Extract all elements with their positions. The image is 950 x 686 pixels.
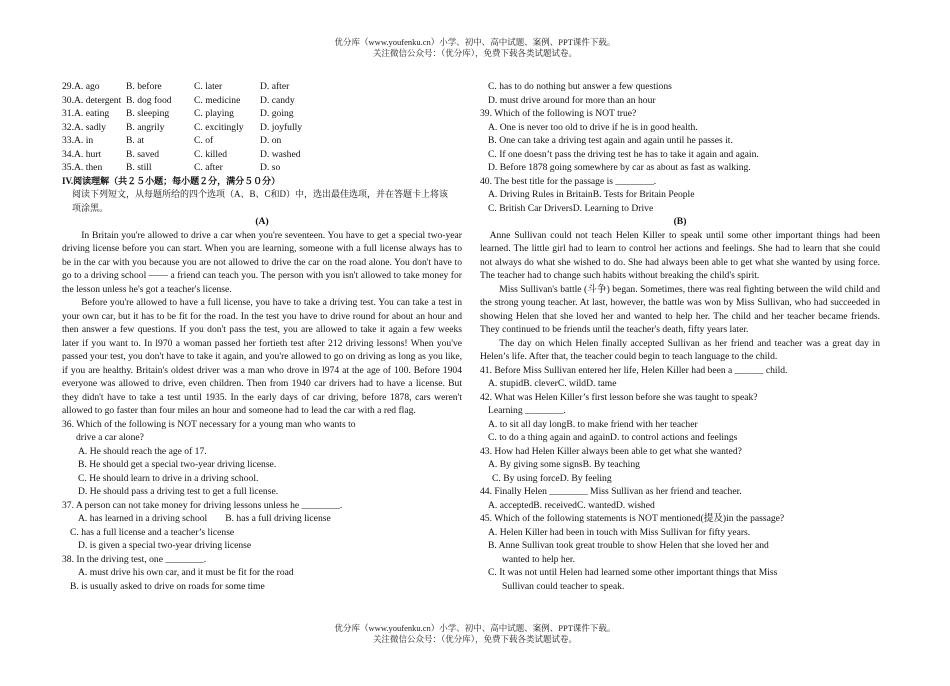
question-42: 42. What was Helen Killer’s first lesson before she was taught to speak? bbox=[480, 391, 758, 403]
option-b: B. One can take a driving test again and again until he passes it. bbox=[488, 135, 733, 146]
option-b: B. Tests for Britain People bbox=[592, 189, 695, 200]
option-a: A. Driving Rules in Britain bbox=[488, 189, 593, 200]
option: 34.A. hurt bbox=[62, 148, 102, 160]
option: C. later bbox=[194, 81, 223, 92]
option-d: D. Before 1878 going somewhere by car as about as fast as walking. bbox=[488, 162, 751, 173]
option: C. killed bbox=[194, 148, 228, 160]
passage-a-paragraph: In Britain you're allowed to drive a car when you're seventeen. You have to get a special two-year driving license before you can start. When you are learning, someone with a full license always has to be in the car with you because you are not allowed to drive the car on the road alone. You don't have to go to a driving school —— a friend can teach you. The person with you isn't allowed to take money for the lesson unless he's got a teacher's license. bbox=[62, 229, 462, 295]
option-a: A. One is never too old to drive if he is in good health. bbox=[488, 121, 698, 133]
option: D. on bbox=[260, 135, 282, 146]
option: 31.A. eating bbox=[62, 108, 110, 119]
question-36-cont: drive a car alone? bbox=[76, 432, 144, 443]
option-c: C. to do a thing again and again bbox=[488, 432, 611, 443]
option-a: A. By giving some signs bbox=[488, 459, 583, 470]
option-b: B. received bbox=[533, 499, 577, 511]
option: B. angrily bbox=[126, 121, 165, 133]
cloze-row bbox=[62, 148, 462, 162]
cloze-row bbox=[62, 94, 462, 108]
option-d: D. to control actions and feelings bbox=[610, 432, 738, 443]
option-d: D. tame bbox=[586, 378, 617, 389]
option-c: C. has to do nothing but answer a few questions bbox=[488, 81, 672, 92]
option-c: C. He should learn to drive in a driving school. bbox=[78, 472, 259, 484]
question-43-options-ab bbox=[480, 458, 880, 472]
option-a: A. stupid bbox=[488, 378, 524, 389]
option-a: A. Helen Killer had been in touch with Miss Sullivan for fifty years. bbox=[488, 526, 751, 538]
option-a: A. has learned in a driving school bbox=[78, 513, 208, 524]
option: 30.A. detergent bbox=[62, 94, 122, 106]
option: D. after bbox=[260, 81, 290, 92]
question-41: 41. Before Miss Sullivan entered her life, Helen Killer had been a ______ child. bbox=[480, 364, 788, 376]
passage-b-paragraph: The day on which Helen finally accepted Sullivan as her friend and teacher was a great day in Helen’s life. After that, the teacher could begin to teach language to the child. bbox=[480, 337, 880, 362]
left-column bbox=[62, 80, 462, 593]
section-instructions-cont: 项涂黑。 bbox=[72, 202, 109, 213]
passage-a-paragraph: Before you're allowed to have a full license, you have to take a driving test. You can take a test in your own car, but it has to be fit for the road. In the test you have to drive round for about an hour and then answer a few questions. If you don't pass the test, you are allowed to take it again a few weeks later if you want to. In l970 a woman passed her fortieth test after 212 driving lessons! When you've passed your test, you don't have to take it again, and you're allowed to go on driving as long as you like, if you are healthy. Britain's oldest driver was a man who drove in l974 at the age of 100. Before 1904 everyone was allowed to drive, even children. Then from 1940 car drivers had to have a license. But they didn't have to take a test until 1935. In the early days of car driving, before 1878, cars weren't allowed to go faster than four miles an hour and someone had to lead the car with a red flag. bbox=[62, 297, 462, 416]
option-b: B. By teaching bbox=[582, 459, 640, 470]
question-42-options-ab bbox=[480, 418, 880, 432]
question-36: 36. Which of the following is NOT necessary for a young man who wants to bbox=[62, 418, 356, 430]
question-41-options bbox=[480, 377, 880, 391]
question-43-options-cd bbox=[480, 472, 880, 486]
option: C. medicine bbox=[194, 94, 241, 106]
option: D. going bbox=[260, 108, 294, 119]
cloze-options bbox=[62, 80, 462, 175]
question-43: 43. How had Helen Killer always been able to get what she wanted? bbox=[480, 445, 742, 457]
option-a: A. accepted bbox=[488, 499, 534, 511]
cloze-row bbox=[62, 161, 462, 175]
option: B. before bbox=[126, 81, 162, 92]
question-45: 45. Which of the following statements is NOT mentioned(提及)in the passage? bbox=[480, 513, 785, 524]
option: B. at bbox=[126, 135, 145, 146]
option-c: C. British Car Drivers bbox=[488, 202, 573, 214]
option-d: D. He should pass a driving test to get a full license. bbox=[78, 486, 279, 497]
option-d: D. must drive around for more than an hour bbox=[488, 94, 656, 106]
option: B. dog food bbox=[126, 94, 172, 106]
passage-a-label: (A) bbox=[255, 216, 269, 227]
option-d: D. is given a special two-year driving license bbox=[78, 540, 252, 551]
option-c: C. has a full license and a teacher’s license bbox=[70, 526, 235, 538]
option-c: C. wild bbox=[557, 378, 587, 389]
option-b: B. is usually asked to drive on roads for some time bbox=[70, 580, 265, 592]
cloze-row bbox=[62, 134, 462, 148]
passage-b-paragraph: Miss Sullivan's battle (斗争) began. Sometimes, there was real fighting between the wild child and the strong young teacher. At last, however, the battle was won by Miss Sullivan, who had succeeded in showing Helen that she loved her and wanted to help her. The child and her teacher became friends. They continued to be friends until the teacher's death, fifty years later. bbox=[480, 283, 880, 335]
option: 32.A. sadly bbox=[62, 121, 106, 133]
section-title: IV.阅读理解（共２５小题；每小题２分，满分５０分） bbox=[62, 175, 281, 186]
question-42-options-cd bbox=[480, 431, 880, 445]
option-b: B. Anne Sullivan took great trouble to show Helen that she loved her and bbox=[488, 540, 769, 551]
option-c-cont: Sullivan could teacher to speak. bbox=[502, 580, 625, 592]
option: C. playing bbox=[194, 108, 234, 119]
option: 29.A. ago bbox=[62, 81, 100, 92]
footer-line-2: 关注微信公众号：（优分库），免费下载各类试题试卷。 bbox=[372, 634, 577, 644]
option-d: D. By feeling bbox=[559, 472, 612, 484]
option-d: D. Learning to Drive bbox=[572, 202, 654, 214]
option: 33.A. in bbox=[62, 135, 94, 146]
question-37: 37. A person can not take money for driving lessons unless he ________. bbox=[62, 499, 343, 511]
option: C. after bbox=[194, 162, 223, 173]
header-line-2: 关注微信公众号：（优分库），免费下载各类试题试卷。 bbox=[372, 48, 577, 58]
question-40: 40. The best title for the passage is ________. bbox=[480, 175, 657, 187]
option-a: A. must drive his own car, and it must be fit for the road bbox=[78, 567, 294, 578]
option: 35.A. then bbox=[62, 162, 103, 173]
option-b: B. He should get a special two-year driving license. bbox=[78, 459, 277, 470]
option-a: A. He should reach the age of 17. bbox=[78, 445, 207, 457]
question-40-options-ab bbox=[480, 188, 880, 202]
cloze-row bbox=[62, 107, 462, 121]
page-footer bbox=[0, 623, 950, 645]
passage-b-label: (B) bbox=[673, 216, 687, 227]
option: C. of bbox=[194, 135, 214, 146]
option: D. so bbox=[260, 162, 281, 173]
question-37-options-ab bbox=[62, 512, 462, 526]
option-c: C. It was not until Helen had learned some other important things that Miss bbox=[488, 567, 778, 578]
passage-b-paragraph: Anne Sullivan could not teach Helen Killer to speak until some other important things had been learned. The little girl had to learn to control her actions and feelings. She had to learn that she could not always do what she wished to do. She had always been able to get what she wanted by using force. The teacher had to change such habits without breaking the child's spirit. bbox=[480, 229, 880, 281]
option-b-cont: wanted to help her. bbox=[502, 553, 575, 565]
question-44: 44. Finally Helen ________ Miss Sullivan as her friend and teacher. bbox=[480, 486, 742, 497]
footer-line-1: 优分库（www.youfenku.cn）小学、初中、高中试题、案例、PPT课件下载。 bbox=[334, 623, 616, 633]
right-column bbox=[480, 80, 880, 593]
option-d: D. wished bbox=[615, 499, 655, 511]
option: D. washed bbox=[260, 148, 301, 160]
option: D. joyfully bbox=[260, 121, 303, 133]
question-42-cont: Learning ________. bbox=[488, 405, 566, 416]
option-c: C. wanted bbox=[576, 499, 616, 511]
option-c: C. If one doesn’t pass the driving test he has to take it again and again. bbox=[488, 148, 759, 160]
question-39: 39. Which of the following is NOT true? bbox=[480, 108, 637, 119]
option-c: C. By using force bbox=[492, 472, 560, 484]
option: B. sleeping bbox=[126, 108, 170, 119]
option: C. excitingly bbox=[194, 121, 244, 133]
option-a: A. to sit all day long bbox=[488, 418, 567, 430]
section-instructions: 阅读下列短文，从每题所给的四个选项（A、B、C和D）中，选出最佳选项，并在答题卡上将该 bbox=[72, 189, 449, 199]
header-line-1: 优分库（www.youfenku.cn）小学、初中、高中试题、案例、PPT课件下载。 bbox=[334, 37, 616, 47]
question-40-options-cd bbox=[480, 202, 880, 216]
question-38: 38. In the driving test, one ________. bbox=[62, 553, 207, 565]
option-b: B. to make friend with her teacher bbox=[566, 418, 698, 430]
page-header bbox=[0, 37, 950, 59]
option: B. still bbox=[126, 162, 152, 173]
question-44-options bbox=[480, 499, 880, 513]
cloze-row bbox=[62, 80, 462, 94]
option: D. candy bbox=[260, 94, 295, 106]
option: B. saved bbox=[126, 148, 160, 160]
option-b: B. clever bbox=[523, 378, 558, 389]
cloze-row bbox=[62, 121, 462, 135]
option-b: B. has a full driving license bbox=[225, 513, 331, 524]
